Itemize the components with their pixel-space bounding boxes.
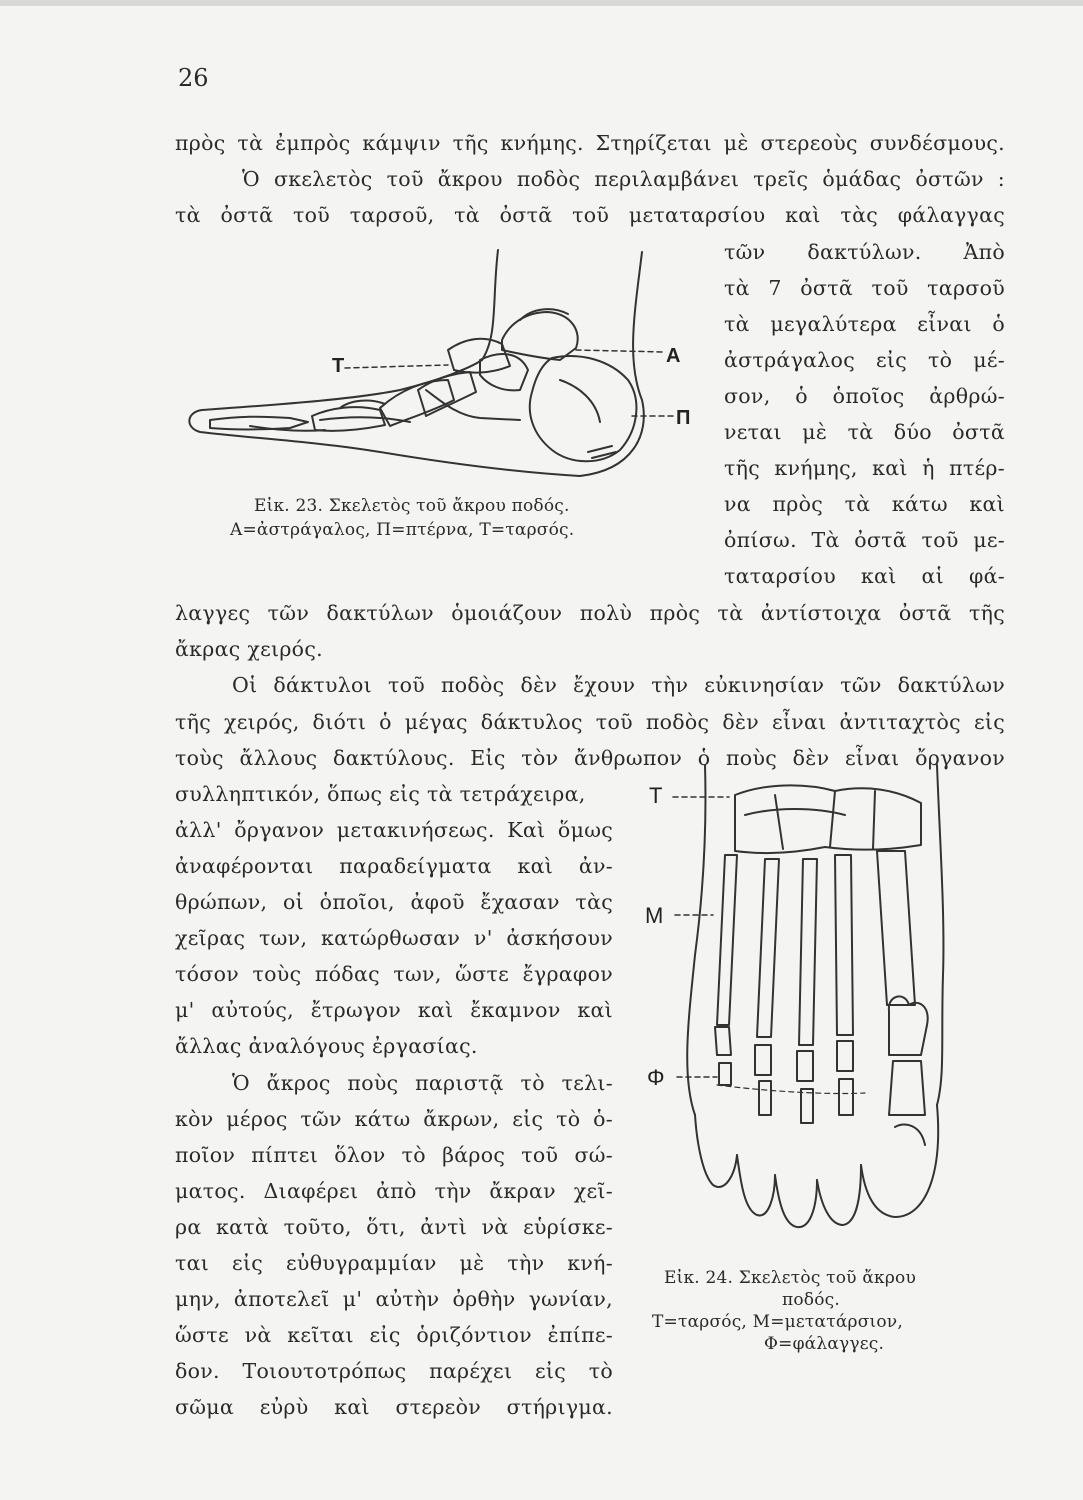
text-line: ἀλλ' ὄργανον μετακινήσεως. Καὶ ὅμως	[175, 818, 613, 842]
text-line: τῶν δακτύλων. Ἀπὸ	[724, 240, 1005, 264]
text-line: να πρὸς τὰ κάτω καὶ	[724, 492, 1005, 516]
text-line: τὰ ὀστᾶ τοῦ ταρσοῦ, τὰ ὀστᾶ τοῦ μεταταρσίου καὶ τὰς φάλαγγας	[175, 203, 1005, 227]
text-line: ἀστράγαλος εἰς τὸ μέ-	[724, 348, 1005, 372]
text-line: ὀπίσω. Τὰ ὀστᾶ τοῦ με-	[724, 528, 1005, 552]
figure-23-foot-lateral	[180, 240, 710, 500]
text-line: ὥστε νὰ κεῖται εἰς ὁριζόντιον ἐπίπε-	[175, 1323, 613, 1347]
text-line: ποῖον πίπτει ὅλον τὸ βάρος τοῦ σώ-	[175, 1143, 613, 1167]
text-line: Οἱ δάκτυλοι τοῦ ποδὸς δὲν ἔχουν τὴν εὐκινησίαν τῶν δακτύλων	[232, 673, 1005, 697]
text-line: σῶμα εὐρὺ καὶ στερεὸν στήριγμα.	[175, 1395, 613, 1419]
text-line: μην, ἀποτελεῖ μ' αὐτὴν ὀρθὴν γωνίαν,	[175, 1287, 613, 1311]
text-line: ταταρσίου καὶ αἱ φά-	[724, 564, 1005, 588]
text-line: κὸν μέρος τῶν κάτω ἄκρων, εἰς τὸ ὁ-	[175, 1107, 613, 1131]
text-line: συλληπτικόν, ὅπως εἰς τὰ τετράχειρα,	[175, 782, 586, 806]
figure-24-caption-line2: ποδός.	[782, 1290, 841, 1310]
figure-24-label-t: T	[649, 783, 663, 808]
text-line: λαγγες τῶν δακτύλων ὁμοιάζουν πολὺ πρὸς τὰ ἀντίστοιχα ὀστᾶ τῆς	[175, 601, 1005, 625]
text-line: σον, ὁ ὁποῖος ἀρθρώ-	[724, 384, 1005, 408]
figure-24-caption-line4: Φ=φάλαγγες.	[764, 1334, 885, 1354]
text-line: ἄλλας ἀναλόγους ἐργασίας.	[175, 1034, 478, 1058]
figure-24-foot-dorsal	[625, 755, 1005, 1255]
text-line: νεται μὲ τὰ δύο ὀστᾶ	[724, 420, 1005, 444]
text-line: ἀναφέρονται παραδείγματα καὶ ἀν-	[175, 854, 613, 878]
text-line: τοὺς ἄλλους δακτύλους. Εἰς τὸν ἄνθρωπον ὁ ποὺς δὲν εἶναι ὄργανον	[175, 746, 1005, 770]
figure-23-label-a: A	[666, 345, 681, 367]
text-line: τὰ μεγαλύτερα εἶναι ὁ	[724, 312, 1005, 336]
text-line: χεῖρας των, κατώρθωσαν ν' ἀσκήσουν	[175, 926, 613, 950]
figure-23-caption-line2: Α=ἀστράγαλος, Π=πτέρνα, Τ=ταρσός.	[230, 520, 575, 540]
figure-24-label-m: M	[645, 903, 664, 928]
page-number: 26	[178, 64, 209, 92]
text-line: τῆς χειρός, διότι ὁ μέγας δάκτυλος τοῦ ποδὸς δὲν εἶναι ἀντιταχτὸς εἰς	[175, 710, 1005, 734]
text-line: τὰ 7 ὀστᾶ τοῦ ταρσοῦ	[724, 276, 1005, 300]
figure-24-caption-line3: Τ=ταρσός, Μ=μετατάρσιον,	[652, 1312, 903, 1332]
text-line: δον. Τοιουτοτρόπως παρέχει εἰς τὸ	[175, 1359, 613, 1383]
text-line: θρώπων, οἱ ὁποῖοι, ἀφοῦ ἔχασαν τὰς	[175, 890, 613, 914]
page-edge	[0, 0, 1083, 6]
text-line: μ' αὐτούς, ἔτρωγον καὶ ἔκαμνον καὶ	[175, 998, 613, 1022]
text-line: Ὁ σκελετὸς τοῦ ἄκρου ποδὸς περιλαμβάνει τρεῖς ὁμάδας ὀστῶν :	[242, 167, 1005, 191]
figure-23-caption-line1: Εἰκ. 23. Σκελετὸς τοῦ ἄκρου ποδός.	[254, 496, 570, 516]
text-line: τῆς κνήμης, καὶ ἡ πτέρ-	[724, 456, 1005, 480]
text-line: ται εἰς εὐθυγραμμίαν μὲ τὴν κνή-	[175, 1251, 613, 1275]
text-line: ρα κατὰ τοῦτο, ὅτι, ἀντὶ νὰ εὑρίσκε-	[175, 1215, 613, 1239]
figure-23-label-t: T	[332, 355, 345, 377]
figure-23-label-p: Π	[676, 407, 691, 429]
text-line: Ὁ ἄκρος ποὺς παριστᾷ τὸ τελι-	[232, 1071, 613, 1095]
text-line: τόσον τοὺς πόδας των, ὥστε ἔγραφον	[175, 962, 613, 986]
text-line: ἄκρας χειρός.	[175, 637, 323, 661]
figure-24-caption-line1: Εἰκ. 24. Σκελετὸς τοῦ ἄκρου	[664, 1268, 916, 1288]
text-line: ματος. Διαφέρει ἀπὸ τὴν ἄκραν χεῖ-	[175, 1179, 613, 1203]
text-line: πρὸς τὰ ἐμπρὸς κάμψιν τῆς κνήμης. Στηρίζεται μὲ στερεοὺς συνδέσμους.	[175, 131, 1005, 155]
figure-24-label-f: Φ	[647, 1065, 665, 1090]
